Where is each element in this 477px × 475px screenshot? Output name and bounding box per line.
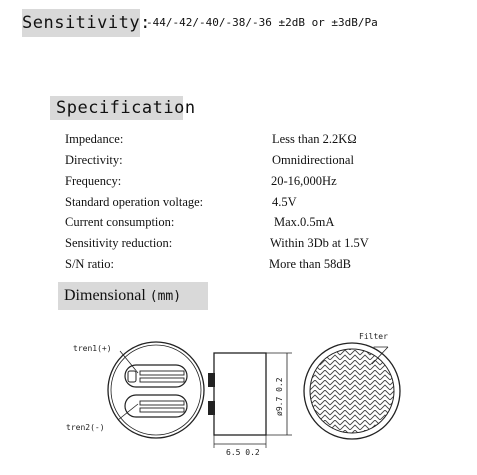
spec-label: Directivity: [65,153,123,167]
bottom-view [66,342,204,438]
specification-heading: Specification [50,96,183,120]
diameter-dimension-label: ø9.7 0.2 [275,377,284,416]
terminal-1-strip [140,378,184,382]
filter-leader-tick [374,347,388,348]
dimensional-title: Dimensional [64,287,146,304]
capsule-side-body [214,353,266,435]
spec-label: Standard operation voltage: [65,195,204,209]
spec-row-frequency [0,174,477,194]
capsule-outline [108,342,204,438]
spec-row-voltage [0,195,477,215]
filter-label: Filter [359,332,388,341]
spec-label: Current consumption: [65,215,175,229]
spec-label: Sensitivity reduction: [65,236,173,250]
top-view [304,332,400,439]
filter-mesh [310,349,394,433]
spec-value: Omnidirectional [272,153,354,167]
terminal-2-label: tren2(-) [66,423,105,432]
spec-value: Within 3Db at 1.5V [270,236,369,250]
sensitivity-label: Sensitivity: [22,9,140,37]
spec-row-impedance [0,132,477,152]
side-pin [208,401,215,415]
terminal-2-strip [140,401,184,405]
terminal-1-solder-point [128,371,136,382]
leader-line-terminal-2 [118,404,138,420]
side-pin [208,373,215,387]
spec-row-directivity [0,153,477,173]
spec-value: Max.0.5mA [274,215,335,229]
terminal-1-label: tren1(+) [73,344,112,353]
spec-value: More than 58dB [269,257,351,271]
spec-row-sn-ratio [0,257,477,277]
spec-row-current [0,215,477,235]
terminal-2-strip [140,408,184,412]
terminal-pad-2 [125,395,187,417]
capsule-inner-ring [111,345,201,435]
spec-label: Frequency: [65,174,122,188]
terminal-1-strip [140,371,184,375]
spec-value: Less than 2.2KΩ [272,132,357,146]
height-dimension-label: 6.5 0.2 [226,448,260,457]
spec-value: 4.5V [272,195,297,209]
spec-value: 20-16,000Hz [271,174,337,188]
spec-label: Impedance: [65,132,124,146]
dimensional-drawing [0,320,477,475]
dimensional-heading [58,282,208,310]
dimensional-unit: (mm) [149,289,182,304]
side-view [208,353,292,457]
sensitivity-value: -44/-42/-40/-38/-36 ±2dB or ±3dB/Pa [146,16,378,29]
spec-row-sensitivity-reduction [0,236,477,256]
spec-label: S/N ratio: [65,257,114,271]
